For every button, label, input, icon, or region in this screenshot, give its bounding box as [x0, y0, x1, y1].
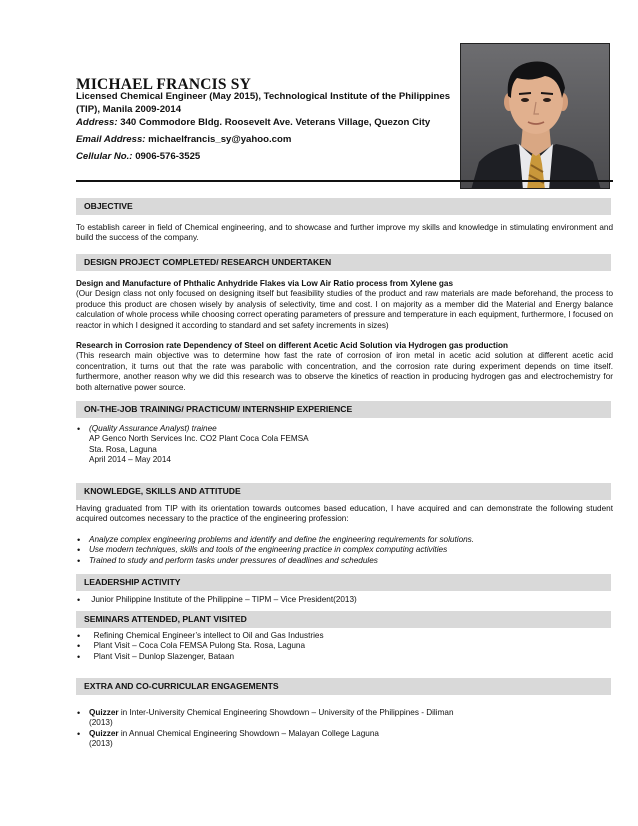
engagement-text: in Annual Chemical Engineering Showdown – Malayan College Laguna [118, 728, 379, 738]
cellular-value: 0906-576-3525 [135, 151, 201, 162]
section-header-objective: OBJECTIVE [76, 198, 611, 215]
list-item: • Trained to study and perform tasks under pressures of deadlines and schedules [76, 556, 613, 566]
ksa-list [76, 535, 613, 566]
header-divider [76, 180, 613, 182]
leadership-block [76, 595, 613, 605]
seminars-list [76, 631, 613, 662]
email-label: Email Address: [76, 134, 146, 145]
extra-list [76, 708, 613, 750]
design-project-title: Design and Manufacture of Phthalic Anhydride Flakes via Low Air Ratio process from Xylene gas [76, 279, 454, 288]
email-line [76, 134, 291, 145]
list-item [76, 641, 613, 651]
list-item [76, 424, 613, 434]
seminar-item: Plant Visit – Coca Cola FEMSA Pulong Sta. Rosa, Laguna [93, 641, 306, 651]
list-item [76, 595, 613, 605]
list-item [76, 708, 613, 729]
credential-line: Licensed Chemical Engineer (May 2015), Technological Institute of the Philippines (TIP), Manila 2009-2014 [76, 91, 451, 115]
engagement-text: in Inter-University Chemical Engineering Showdown – University of the Philippines - Diliman [118, 708, 454, 717]
section-header-extra: EXTRA AND CO-CURRICULAR ENGAGEMENTS [76, 678, 611, 695]
ojt-location: Sta. Rosa, Laguna [89, 444, 157, 454]
list-item [76, 729, 613, 750]
address-label: Address: [76, 117, 118, 128]
list-item [76, 631, 613, 641]
list-item [76, 652, 613, 662]
research-description: (This research main objective was to determine how fast the rate of corrosion of iron metal in acetic acid solution at different acetic acid concentration, it turns out that the rate was parabolic with concentration, and the corrosion rate during experiment depends on time itself. furthermore, another reason why we did this research was to observe the kinetics of reaction in producing hydrogen gas and electrochemistry for both alternative power source. [76, 351, 613, 392]
section-header-ojt: ON-THE-JOB TRAINING/ PRACTICUM/ INTERNSHIP EXPERIENCE [76, 401, 611, 418]
email-value[interactable]: michaelfrancis_sy@yahoo.com [148, 134, 292, 145]
engagement-role: Quizzer [89, 708, 119, 717]
section-header-leadership: LEADERSHIP ACTIVITY [76, 574, 611, 591]
address-value: 340 Commodore Bldg. Roosevelt Ave. Veterans Village, Quezon City [120, 117, 431, 128]
engagement-year: (2013) [89, 739, 113, 749]
design-project-description: (Our Design class not only focused on designing itself but feasibility studies of the product and raw materials are made beforehand, the process to produce this product are chosen wisely by analysis of selectivity, time and cost. I on majority as a member did the Material and Energy balance calculation of whole process while choosing correct operating parameters of pressure and temperature in each equipment, furthermore, I focused on reactor in which I designed it according to standard and set safety increments in sizes) [76, 289, 613, 330]
list-item: • Use modern techniques, skills and tools of the engineering practice in complex computing activities [76, 545, 613, 555]
engagement-role: Quizzer [89, 728, 119, 738]
ojt-list [76, 424, 613, 434]
leadership-list [76, 595, 613, 605]
ksa-intro: Having graduated from TIP with its orientation towards outcomes based education, I have acquired and can demonstrate the following student acquired outcomes necessary to the practice of the engineering profession: [76, 504, 613, 524]
applicant-name: MICHAEL FRANCIS SY [76, 76, 251, 93]
cellular-line [76, 151, 200, 162]
ojt-role: (Quality Assurance Analyst) trainee [89, 424, 217, 433]
leadership-item: Junior Philippine Institute of the Philippine – TIPM – Vice President(2013) [91, 595, 357, 604]
ojt-dates: April 2014 – May 2014 [89, 455, 171, 465]
research-block [76, 341, 613, 393]
portrait-image [461, 44, 610, 189]
profile-photo [460, 43, 610, 189]
objective-text: To establish career in field of Chemical engineering, and to showcase and further improve my skills and knowledge in stimulating environment and build the success of the company. [76, 223, 613, 243]
ojt-block [76, 424, 613, 466]
list-item: • Analyze complex engineering problems and identify and define the engineering requirements for solutions. [76, 535, 613, 545]
engagement-year: (2013) [89, 718, 113, 728]
seminar-item: Refining Chemical Engineer’s intellect to Oil and Gas Industries [93, 631, 324, 640]
section-header-seminars: SEMINARS ATTENDED, PLANT VISITED [76, 611, 611, 628]
extra-block [76, 708, 613, 750]
section-header-design: DESIGN PROJECT COMPLETED/ RESEARCH UNDERTAKEN [76, 254, 611, 271]
ksa-block [76, 535, 613, 566]
design-project-block [76, 279, 613, 331]
ojt-company: AP Genco North Services Inc. CO2 Plant Coca Cola FEMSA [89, 434, 309, 444]
seminar-item: Plant Visit – Dunlop Slazenger, Bataan [93, 651, 235, 661]
section-header-ksa: KNOWLEDGE, SKILLS AND ATTITUDE [76, 483, 611, 500]
research-title: Research in Corrosion rate Dependency of Steel on different Acetic Acid Solution via Hydrogen gas production [76, 341, 509, 350]
address-line [76, 117, 430, 128]
seminars-block [76, 631, 613, 662]
cellular-label: Cellular No.: [76, 151, 133, 162]
